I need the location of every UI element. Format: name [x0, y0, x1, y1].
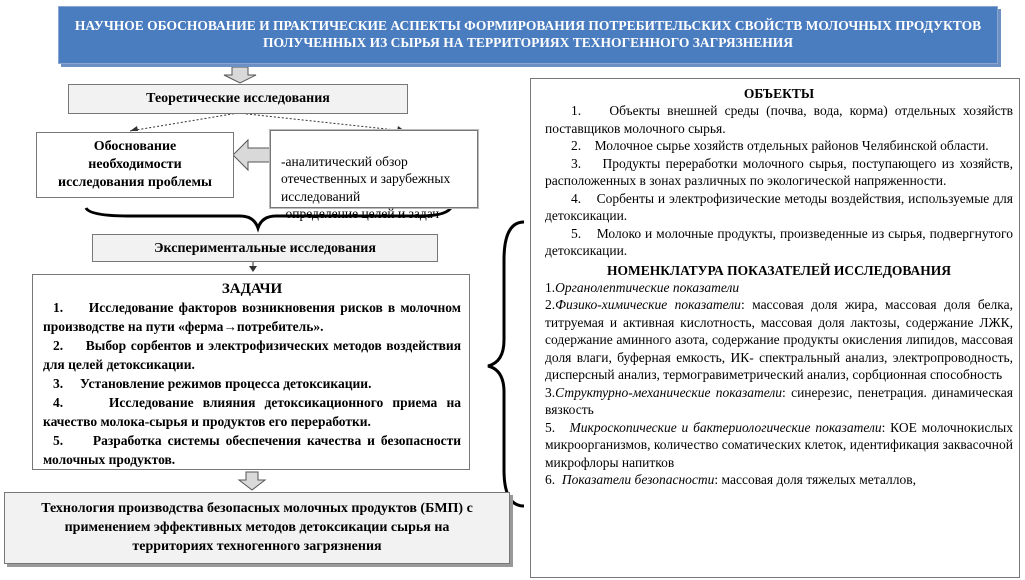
indicator-label: Структурно-механические показатели [555, 384, 783, 400]
indicator-item [545, 279, 1013, 297]
object-item: 3. Продукты переработки молочного сырья, поступающего из хозяйств, расположенных в зонах различных по экологической напряженности. [545, 155, 1013, 188]
review-label: -аналитический обзор отечественных и зарубежных исследований -определение целей и задач [281, 153, 451, 221]
theory-box [68, 84, 408, 114]
task-item: 1. Исследование факторов возникновения рисков в молочном производстве на пути «ферма→потребитель». [43, 300, 461, 334]
object-item: 5. Молоко и молочные продукты, произведенные из сырья, подвергнутого детоксикации. [545, 225, 1013, 258]
title-banner [58, 6, 998, 64]
indicator-number: 6. [545, 472, 562, 487]
indicator-number: 5. [545, 419, 570, 435]
indicator-label: Физико-химические показатели [555, 297, 741, 312]
objects-heading: ОБЪЕКТЫ [743, 86, 815, 101]
indicator-label: Органолептические показатели [555, 279, 740, 295]
indicator-label: Микроскопические и бактериологические показатели [569, 419, 882, 435]
justification-label: Обоснование необходимости исследования проблемы [58, 139, 212, 190]
indicator-text: : КОЕ молочнокислых микроорганизмов, количество соматических клеток, идентификация заквасочной микрофлоры напитков [545, 419, 1014, 470]
task-item: 4. Исследование влияния детоксикационного приема на качество молока-сырья и продуктов его переработки. [43, 395, 461, 429]
down-arrow-tech [239, 472, 265, 490]
indicator-item [545, 419, 1013, 472]
task-item: 3. Установление режимов процесса детоксикации. [53, 376, 372, 391]
diagram-title: НАУЧНОЕ ОБОСНОВАНИЕ И ПРАКТИЧЕСКИЕ АСПЕКТЫ ФОРМИРОВАНИЯ ПОТРЕБИТЕЛЬСКИХ СВОЙСТВ МОЛОЧНЫХ ПРОДУКТОВ ПОЛУЧЕННЫХ ИЗ СЫРЬЯ НА ТЕРРИТОРИЯХ ТЕХНОГЕННОГО ЗАГРЯЗНЕНИЯ [74, 18, 982, 50]
dash-right [238, 113, 405, 131]
down-arrow-title [224, 67, 256, 83]
task-item: 2. Выбор сорбентов и электрофизических методов воздействия для целей детоксикации. [43, 338, 461, 372]
indicator-item [545, 384, 1013, 419]
object-item: 4. Сорбенты и электрофизические методы воздействия, используемые для детоксикации. [545, 190, 1013, 223]
indicator-number: 1. [545, 279, 556, 295]
indicator-item [545, 296, 1013, 384]
indicator-label: Показатели безопасности [561, 472, 715, 487]
tasks-heading: ЗАДАЧИ [221, 281, 283, 297]
experimental-box [92, 234, 438, 262]
task-item: 5. Разработка системы обеспечения качества и безопасности молочных продуктов. [43, 433, 461, 467]
object-item: 2. Молочное сырье хозяйств отдельных районов Челябинской области. [571, 138, 989, 153]
technology-box [4, 492, 510, 564]
left-arrow [233, 140, 270, 170]
object-item: 1. Объекты внешней среды (почва, вода, корма) отдельных хозяйств поставщиков молочного сырья. [545, 103, 1013, 136]
tasks-box [32, 274, 470, 470]
indicator-number: 3. [545, 384, 556, 400]
technology-label: Технология производства безопасных молочных продуктов (БМП) с применением эффективных методов детоксикации сырья на территориях техногенного загрязнения [41, 501, 473, 554]
indicator-text: : синерезис, пенетрация. динамическая вязкость [545, 384, 1013, 417]
indicator-item [545, 471, 1013, 489]
experimental-label: Экспериментальные исследования [154, 241, 376, 256]
indicator-text: : массовая доля тяжелых металлов, [714, 472, 916, 487]
justification-box [36, 132, 234, 198]
tasks-list [43, 298, 461, 469]
dash-left [130, 113, 238, 131]
objects-box [530, 78, 1020, 578]
nomenclature-heading: НОМЕНКЛАТУРА ПОКАЗАТЕЛЕЙ ИССЛЕДОВАНИЯ [606, 262, 952, 278]
indicator-number: 2. [545, 297, 556, 312]
review-box [270, 130, 478, 221]
brace-right [488, 222, 524, 506]
indicator-text: : массовая доля жира, массовая доля белка, титруемая и активная кислотность, массовая доля лактозы, содержание ЛЖК, содержание аминного азота, содержание продукты окисления липидов, массовая доля влаги, буферная емкость, ИК- спектральный анализ, электропроводность, дисперсный анализ, термогравиметрический анализ, сорбционная способность [545, 297, 1014, 382]
theory-label: Теоретические исследования [146, 91, 330, 106]
